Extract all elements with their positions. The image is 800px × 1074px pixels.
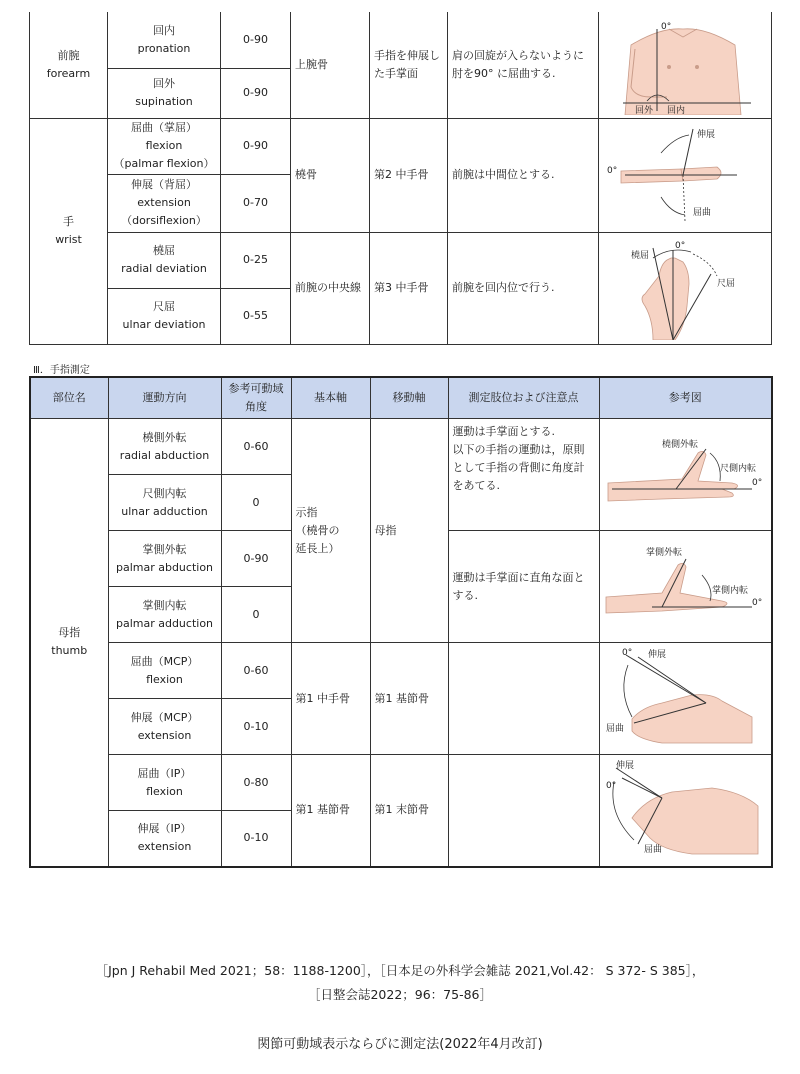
motion-en: radial deviation [121, 262, 207, 275]
motion-ja: 回内 [153, 23, 175, 37]
base-axis-cell: 前腕の中央線 [291, 232, 370, 344]
base-axis-cell [291, 419, 370, 643]
motion-en-alt: （palmar flexion） [113, 157, 215, 170]
move-axis-cell: 第2 中手骨 [370, 118, 448, 232]
figure-cell [599, 232, 772, 344]
zero-label: 0° [661, 21, 672, 32]
figure-cell [599, 531, 772, 643]
zero-label: 0° [607, 166, 618, 176]
motion-cell [108, 699, 221, 755]
motion-en: flexion [146, 784, 183, 798]
header-base-axis: 基本軸 [291, 377, 370, 419]
thumb-palmar-abduction-figure [602, 535, 767, 639]
motion-cell [108, 174, 221, 232]
motion-ja: 伸展（背屈） [131, 178, 197, 191]
part-cell [30, 118, 108, 344]
range-cell: 0-10 [221, 699, 291, 755]
move-axis-cell: 手指を伸展した手掌面 [370, 12, 448, 118]
motion-cell [108, 288, 221, 344]
range-cell: 0-80 [221, 755, 291, 811]
wrist-deviation-figure [601, 236, 766, 340]
motion-ja: 橈側外転 [142, 430, 187, 444]
motion-cell [108, 118, 221, 174]
motion-en: ulnar adduction [121, 504, 208, 518]
citation-line: ［Jpn J Rehabil Med 2021；58：1188-1200］，［日本足の外科学会雑誌 2021,Vol.42： S 372- S 385］， [95, 963, 705, 978]
zero-label: 0° [605, 781, 616, 792]
figure-cell [599, 419, 772, 531]
motion-ja: 伸展（IP） [137, 822, 192, 836]
ulnar-deviation-label: 尺屈 [717, 279, 736, 289]
thumb-mcp-flexion-figure [602, 647, 767, 751]
palmar-abduction-label: 掌側外転 [645, 547, 682, 558]
header-figure: 参考図 [599, 377, 772, 419]
move-axis-cell: 母指 [370, 419, 448, 643]
forearm-rotation-figure [601, 15, 766, 115]
motion-ja: 回外 [153, 77, 175, 90]
extension-label: 伸展 [615, 761, 634, 772]
motion-ja: 掌側内転 [142, 598, 187, 612]
motion-ja: 掌側外転 [142, 542, 187, 556]
flexion-label: 屈曲 [693, 208, 712, 218]
table-row [30, 643, 772, 699]
note-cell: 運動は手掌面に直角な面とする. [448, 531, 599, 643]
ulnar-adduction-label: 尺側内転 [719, 463, 756, 474]
base-axis-cell: 第1 基節骨 [291, 755, 370, 867]
zero-label: 0° [675, 241, 686, 251]
base-axis-cell: 第1 中手骨 [291, 643, 370, 755]
part-cell [30, 12, 108, 118]
range-cell: 0-10 [221, 811, 291, 867]
motion-cell [108, 755, 221, 811]
motion-cell [108, 419, 221, 475]
figure-cell [599, 643, 772, 755]
part-cell [30, 419, 108, 867]
table-header-row [30, 377, 772, 419]
figure-cell [599, 118, 772, 232]
part-name-ja: 前腕 [57, 48, 80, 62]
note-cell: 前腕を回内位で行う. [448, 232, 599, 344]
note-cell [448, 755, 599, 867]
motion-cell [108, 68, 221, 118]
motion-en: palmar abduction [115, 560, 214, 574]
zero-label: 0° [751, 597, 762, 608]
flexion-label: 屈曲 [605, 723, 624, 734]
part-name-en: thumb [51, 644, 88, 658]
note-cell: 運動は手掌面とする. 以下の手指の運動は，原則として手指の背側に角度計をあてる. [448, 419, 599, 531]
motion-en: extension [137, 728, 192, 742]
base-axis-cell: 上腕骨 [291, 12, 370, 118]
motion-en: flexion [145, 139, 183, 152]
header-part: 部位名 [30, 377, 108, 419]
radial-abduction-label: 橈側外転 [661, 439, 698, 450]
move-axis-cell: 第3 中手骨 [370, 232, 448, 344]
document-footer: 関節可動域表示ならびに測定法(2022年4月改訂) [257, 1037, 543, 1052]
base-axis-cell: 橈骨 [291, 118, 370, 232]
figure-cell [599, 12, 772, 118]
motion-en: extension [137, 840, 192, 854]
motion-ja: 橈屈 [153, 244, 175, 257]
table-row [30, 118, 772, 174]
thumb-radial-abduction-figure [602, 423, 767, 527]
extension-label: 伸展 [647, 649, 666, 660]
motion-ja: 尺側内転 [142, 486, 187, 500]
motion-cell [108, 587, 221, 643]
wrist-flexion-figure [601, 123, 766, 227]
extension-label: 伸展 [697, 130, 716, 140]
motion-cell [108, 811, 221, 867]
radial-deviation-label: 橈屈 [631, 251, 650, 261]
section-label: Ⅲ．手指測定 [33, 365, 90, 376]
motion-en: radial abduction [119, 448, 210, 462]
header-motion: 運動方向 [108, 377, 221, 419]
part-name-ja: 手 [63, 215, 74, 228]
note-cell [448, 643, 599, 755]
range-cell: 0-90 [221, 68, 291, 118]
move-axis-cell: 第1 末節骨 [370, 755, 448, 867]
range-cell: 0-60 [221, 419, 291, 475]
motion-cell [108, 643, 221, 699]
table-row [30, 232, 772, 288]
flexion-label: 屈曲 [643, 845, 662, 856]
part-name-en: wrist [55, 233, 82, 246]
motion-en: palmar adduction [115, 616, 214, 630]
thumb-ip-flexion-figure [602, 758, 767, 862]
zero-label: 0° [621, 647, 632, 658]
motion-ja: 尺屈 [153, 300, 175, 313]
range-cell: 0 [221, 587, 291, 643]
range-cell: 0-25 [221, 232, 291, 288]
move-axis-cell: 第1 基節骨 [370, 643, 448, 755]
motion-en-alt: （dorsiflexion） [121, 214, 207, 227]
motion-en: flexion [146, 672, 183, 686]
note-cell: 前腕は中間位とする. [448, 118, 599, 232]
range-cell: 0-90 [221, 118, 291, 174]
part-name-ja: 母指 [58, 626, 81, 640]
table-row [30, 419, 772, 475]
motion-cell [108, 475, 221, 531]
range-cell: 0-60 [221, 643, 291, 699]
motion-ja: 屈曲（掌屈） [131, 121, 197, 134]
table-row [30, 755, 772, 811]
motion-ja: 屈曲（IP） [137, 766, 192, 780]
range-cell: 0-70 [221, 174, 291, 232]
zero-label: 0° [751, 477, 762, 488]
base-axis-line: （橈骨の [295, 523, 340, 537]
header-move-axis: 移動軸 [370, 377, 448, 419]
motion-en: supination [135, 95, 193, 108]
rom-table-upper [29, 12, 772, 345]
motion-cell [108, 232, 221, 288]
motion-cell [108, 531, 221, 587]
motion-en: ulnar deviation [122, 318, 206, 331]
supination-label: 回外 [635, 105, 654, 115]
header-note: 測定肢位および注意点 [448, 377, 599, 419]
note-cell: 肩の回旋が入らないように肘を90° に屈曲する. [448, 12, 599, 118]
motion-cell [108, 12, 221, 68]
motion-ja: 屈曲（MCP） [130, 654, 199, 668]
range-cell: 0-90 [221, 531, 291, 587]
citation-line: ［日整会誌2022；96：75-86］ [307, 987, 493, 1002]
range-cell: 0-55 [221, 288, 291, 344]
pronation-label: 回内 [667, 105, 686, 115]
motion-en: extension [137, 196, 191, 209]
motion-ja: 伸展（MCP） [130, 710, 199, 724]
palmar-adduction-label: 掌側内転 [711, 585, 748, 596]
base-axis-line: 示指 [295, 505, 318, 519]
range-cell: 0-90 [221, 12, 291, 68]
part-name-en: forearm [46, 66, 91, 80]
rom-table-thumb [29, 376, 773, 868]
table-row [30, 12, 772, 68]
figure-cell [599, 755, 772, 867]
header-range: 参考可動域角度 [221, 377, 291, 419]
range-cell: 0 [221, 475, 291, 531]
motion-en: pronation [137, 41, 191, 55]
base-axis-line: 延長上） [295, 541, 340, 555]
